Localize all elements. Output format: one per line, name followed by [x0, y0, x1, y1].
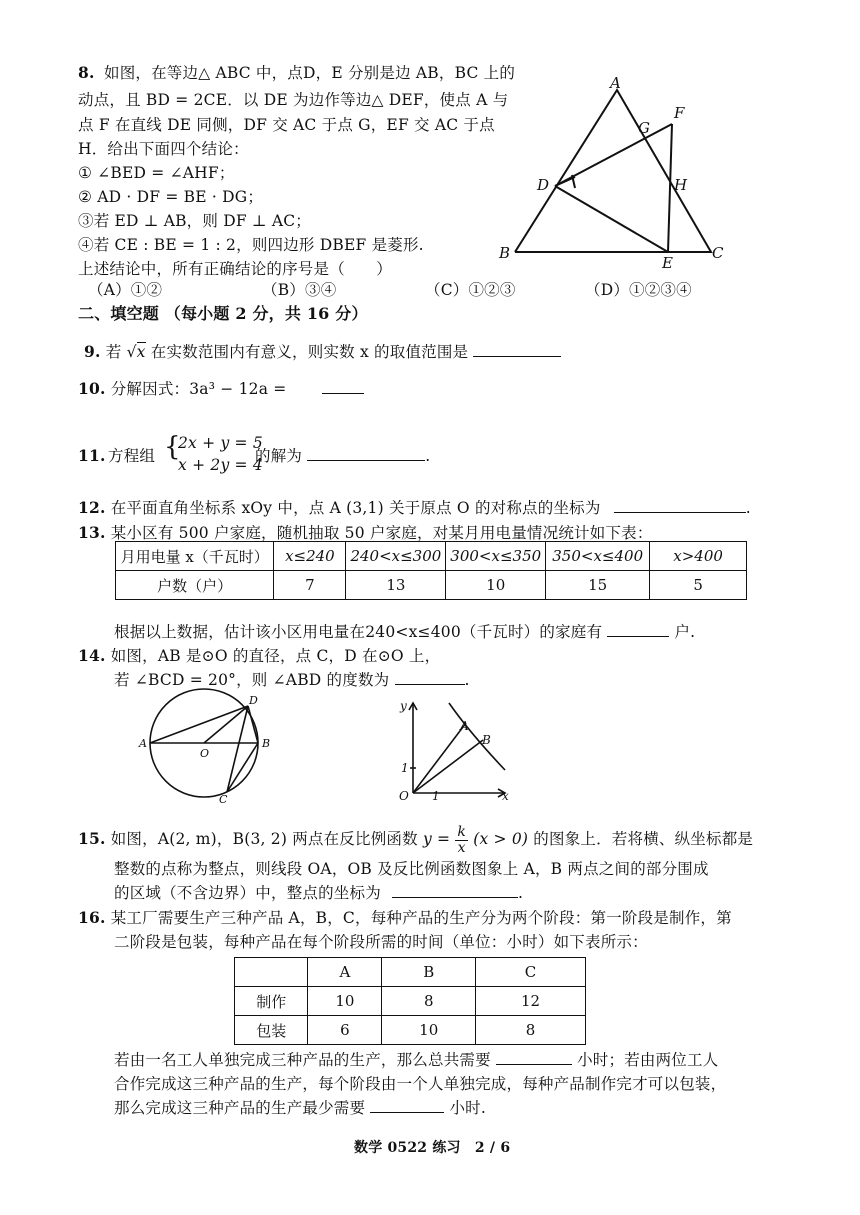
q13-text: 某小区有 500 户家庭，随机抽取 50 户家庭，对某月用电量情况统计如下表：: [110, 524, 653, 542]
q15-func-den: x: [457, 839, 466, 856]
q11-suffix: 的解为: [255, 447, 303, 465]
q16-line-3: [114, 1050, 718, 1070]
q8-option-c: （C）①②③: [425, 281, 516, 299]
q16-header-A: A: [308, 958, 382, 987]
q16-line-5: [114, 1098, 486, 1118]
q13-header-4: 350<x≤400: [546, 542, 650, 571]
q10-number: 10.: [78, 379, 106, 398]
q8-conclusion-4: ④若 CE : BE = 1 : 2，则四边形 DBEF 是菱形.: [78, 236, 424, 254]
q15-line-3: 的区域（不含边界）中，整点的坐标为 .: [114, 884, 524, 902]
q15-line1-b: 的图象上．若将横、纵坐标都是: [533, 830, 754, 849]
q15-line-2: 整数的点称为整点，则线段 OA，OB 及反比例函数图象上 A，B 两点之间的部分围成: [114, 860, 709, 878]
q16-pack-C: 8: [476, 1016, 586, 1045]
q13-followup-text: 根据以上数据，估计该小区用电量在240<x≤400（千瓦时）的家庭有: [114, 623, 603, 641]
q13-unit: 户.: [674, 623, 696, 641]
q14-line-2: 若 ∠BCD = 20°，则 ∠ABD 的度数为 .: [114, 671, 470, 689]
q11-eq1: 2x + y = 5: [178, 434, 263, 452]
label-F: F: [674, 104, 685, 122]
q16-header-C: C: [476, 958, 586, 987]
q8-question: 上述结论中，所有正确结论的序号是（ ）: [78, 260, 393, 278]
q12-text: 在平面直角坐标系 xOy 中，点 A (3,1) 关于原点 O 的对称点的坐标为: [110, 499, 601, 517]
q16-line5-a: 那么完成这三种产品的生产最少需要: [114, 1099, 366, 1117]
q10-text: 分解因式：3a³ − 12a =: [110, 380, 287, 398]
q15-line1-a: 如图，A(2, m)，B(3, 2) 两点在反比例函数: [110, 830, 418, 849]
label-D: D: [537, 176, 550, 194]
q12-number: 12.: [78, 498, 106, 517]
q16-table: [234, 957, 586, 1045]
q15-func-num: k: [457, 824, 467, 840]
q16-make-C: 12: [476, 987, 586, 1016]
q16-pack-B: 10: [382, 1016, 476, 1045]
q13-value-4: 15: [546, 571, 650, 600]
q14-number: 14.: [78, 646, 106, 665]
q8-line-4: H．给出下面四个结论：: [78, 140, 249, 158]
q11-suffix-line: 的解为 .: [255, 447, 431, 465]
q16-header-row: [235, 958, 586, 987]
q16-line3-b: 小时；若由两位工人: [577, 1051, 719, 1069]
graph-label-O: O: [399, 789, 409, 803]
graph-label-1-y: 1: [401, 761, 409, 775]
q16-pack-A: 6: [308, 1016, 382, 1045]
graph-label-B: B: [482, 733, 491, 747]
q14-line2-text: 若 ∠BCD = 20°，则 ∠ABD 的度数为: [114, 671, 390, 689]
q15-fraction: [455, 825, 468, 855]
circle-label-A: A: [139, 737, 147, 750]
q16-header-B: B: [382, 958, 476, 987]
label-H: H: [674, 176, 688, 194]
label-A: A: [610, 74, 621, 92]
page-footer: 数学 0522 练习 2 / 6: [354, 1140, 511, 1156]
q8-line-2: 动点，且 BD = 2CE．以 DE 为边作等边△ DEF，使点 A 与: [78, 91, 509, 109]
q15-func-cond: (x > 0): [473, 830, 529, 849]
radical-sign: √: [126, 343, 137, 361]
q13-header-5: x>400: [650, 542, 747, 571]
q16-line1-text: 某工厂需要生产三种产品 A，B，C，每种产品的生产分为两个阶段：第一阶段是制作，第: [110, 909, 732, 927]
q16-line3-a: 若由一名工人单独完成三种产品的生产，那么总共需要: [114, 1051, 491, 1069]
q16-line5-b: 小时.: [449, 1099, 487, 1117]
q16-make-B: 8: [382, 987, 476, 1016]
circle-label-D: D: [249, 694, 258, 707]
q16-row-make-label: 制作: [235, 987, 308, 1016]
label-B: B: [499, 244, 511, 262]
q8-line-3: 点 F 在直线 DE 同侧，DF 交 AC 于点 G，EF 交 AC 于点: [78, 116, 495, 134]
q15-line-1: [78, 825, 753, 855]
q13-row-label: 户数（户）: [116, 571, 274, 600]
q11-eq2: x + 2y = 4: [178, 456, 263, 474]
q9-radical: √x: [126, 343, 146, 361]
label-G: G: [638, 119, 650, 137]
q15-function: [422, 824, 533, 856]
label-E: E: [662, 254, 673, 272]
circle-label-B: B: [262, 737, 271, 750]
q8-option-a: （A）①②: [88, 281, 163, 299]
q14-line1-text: 如图，AB 是⊙O 的直径，点 C，D 在⊙O 上，: [110, 647, 441, 665]
q15-answer-blank[interactable]: [392, 883, 518, 898]
q15-func-lhs: y =: [422, 830, 451, 849]
q16-row-pack-label: 包装: [235, 1016, 308, 1045]
q13-header-1: x≤240: [274, 542, 346, 571]
q11-prefix: 方程组: [108, 447, 156, 465]
q16-number: 16.: [78, 908, 106, 927]
graph-label-1-x: 1: [432, 789, 440, 803]
q13-number: 13.: [78, 523, 106, 542]
q13-header-3: 300<x≤350: [446, 542, 546, 571]
q9-number: 9.: [84, 342, 101, 361]
q15-line3-text: 的区域（不含边界）中，整点的坐标为: [114, 884, 381, 902]
q16-line-2: 二阶段是包装，每种产品在每个阶段所需的时间（单位：小时）如下表所示：: [114, 933, 648, 951]
q16-make-A: 10: [308, 987, 382, 1016]
q13-value-1: 7: [274, 571, 346, 600]
q8-line-1: 如图，在等边△ ABC 中，点D，E 分别是边 AB，BC 上的: [104, 64, 516, 82]
q8-conclusion-2: ② AD · DF = BE · DG；: [78, 188, 264, 206]
label-C: C: [712, 244, 724, 262]
q12: 12. 在平面直角坐标系 xOy 中，点 A (3,1) 关于原点 O 的对称点的坐标为 .: [78, 498, 751, 517]
q16-answer-blank-2[interactable]: [370, 1098, 444, 1113]
q8-option-d: （D）①②③④: [585, 281, 692, 299]
q8-conclusion-3: ③若 ED ⊥ AB，则 DF ⊥ AC；: [78, 212, 311, 230]
graph-label-x: x: [502, 789, 509, 803]
q11-brace: {: [164, 432, 181, 462]
circle-label-C: C: [219, 793, 228, 806]
q16-row-make: [235, 987, 586, 1016]
graph-label-y: y: [400, 699, 407, 713]
q13-value-5: 5: [650, 571, 747, 600]
q8-number: 8.: [78, 63, 95, 82]
q13-header-2: 240<x≤300: [346, 542, 446, 571]
q15-number: 15.: [78, 829, 106, 849]
q13-value-3: 10: [446, 571, 546, 600]
q13-value-2: 13: [346, 571, 446, 600]
section-2-title: 二、填空题 （每小题 2 分，共 16 分）: [78, 304, 368, 323]
q16-header-empty: [235, 958, 308, 987]
q11-number: 11.: [78, 446, 106, 465]
circle-label-O: O: [200, 747, 210, 760]
q16-answer-blank-1[interactable]: [496, 1050, 572, 1065]
q16-line-4: 合作完成这三种产品的生产，每个阶段由一个人单独完成，每种产品制作完才可以包装，: [114, 1075, 727, 1093]
q16-row-pack: [235, 1016, 586, 1045]
graph-label-A: A: [460, 719, 469, 733]
q16-line-1: [78, 908, 732, 928]
q8-conclusion-1: ① ∠BED = ∠AHF；: [78, 164, 235, 182]
q9-text-before: 若: [105, 343, 122, 361]
q13-header-label: 月用电量 x（千瓦时）: [116, 542, 274, 571]
q8-option-b: （B）③④: [262, 281, 337, 299]
q9-text-after: 在实数范围内有意义，则实数 x 的取值范围是: [150, 343, 469, 361]
